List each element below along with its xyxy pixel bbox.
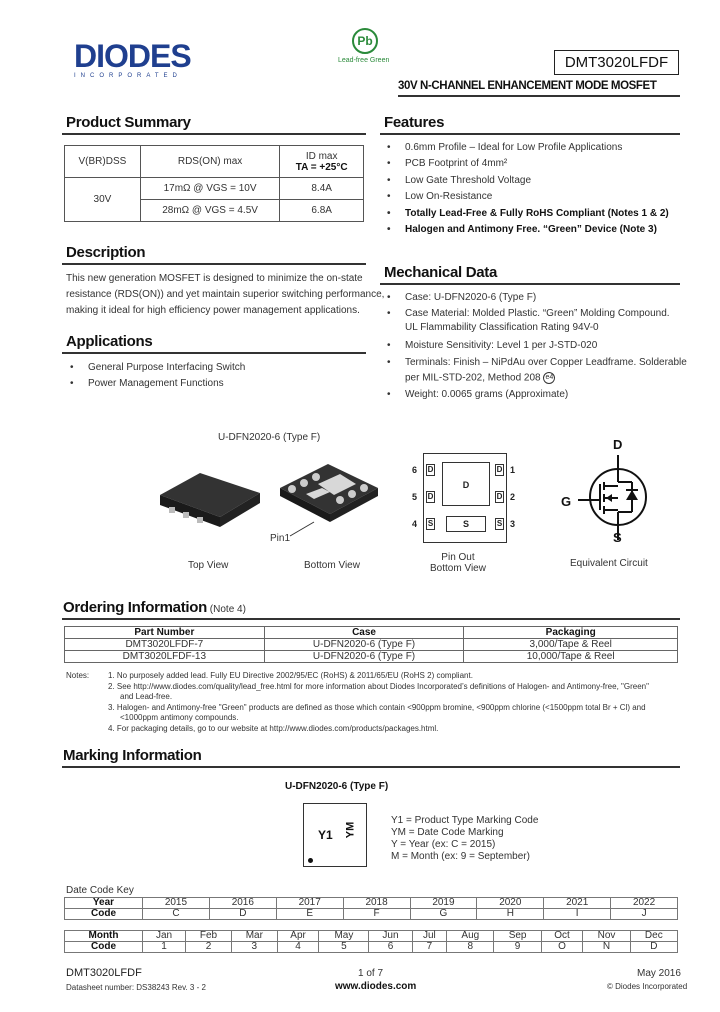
mech-item-cont: UL Flammability Classification Rating 94V-0: [405, 322, 599, 333]
col-id: ID max TA = +25°C: [280, 146, 364, 178]
pin-number: 5: [412, 492, 418, 502]
rds-cell: 28mΩ @ VGS = 4.5V: [140, 200, 279, 222]
circuit-s-label: S: [613, 530, 622, 545]
features-title: Features: [384, 114, 445, 131]
pinout-label: Pin Out Bottom View: [430, 552, 486, 574]
footer-date: May 2016: [637, 968, 681, 979]
id-cell: 6.8A: [280, 200, 364, 222]
footer-datasheet: Datasheet number: DS38243 Rev. 3 - 2: [66, 983, 206, 992]
col-rdson: RDS(ON) max: [140, 146, 279, 178]
description-title: Description: [66, 244, 146, 261]
marking-box: Y1 YM: [303, 803, 367, 867]
footer-url[interactable]: www.diodes.com: [335, 981, 417, 992]
pin-number: 4: [412, 519, 418, 529]
circuit-d-label: D: [613, 437, 623, 452]
subtitle: 30V N-CHANNEL ENHANCEMENT MODE MOSFET: [398, 80, 657, 92]
table-row: DMT3020LFDF-7 U-DFN2020-6 (Type F) 3,000/Tape & Reel: [65, 639, 678, 651]
notes-label: Notes:: [66, 671, 90, 680]
footer-copyright: © Diodes Incorporated: [607, 982, 688, 991]
feature-item: • Halogen and Antimony Free. “Green” Device (Note 3): [405, 224, 657, 236]
mech-item: • Weight: 0.0065 grams (Approximate): [405, 389, 568, 401]
pin-number: 3: [510, 519, 516, 529]
logo-subtext: INCORPORATED: [74, 73, 182, 79]
ordering-table: Part Number Case Packaging DMT3020LFDF-7 U-DFN2020-6 (Type F) 3,000/Tape & Reel DMT3020LFDF-13 U-DFN2020-6 (Type F) 10,000/Tape & Reel: [64, 626, 678, 663]
month-code-table: Month Jan Feb Mar Apr May Jun Jul Aug Sep Oct Nov Dec Code 1 2 3 4 5 6 7 8 9 O N D: [64, 930, 678, 953]
col-vbrdss: V(BR)DSS: [65, 146, 141, 178]
rds-cell: 17mΩ @ VGS = 10V: [140, 178, 279, 200]
description-text: This new generation MOSFET is designed to minimize the on-state resistance (RDS(ON)) and yet maintain superior switching performance, making it ideal for high efficiency power management applications.: [66, 273, 385, 316]
pin1-label: Pin1: [270, 533, 291, 544]
part-number-box: [554, 50, 679, 75]
pin1-dot-icon: [308, 858, 313, 863]
voltage-cell: 30V: [65, 178, 141, 222]
top-view-label: Top View: [188, 560, 229, 571]
circuit-g-label: G: [561, 494, 572, 509]
logo-text: DIODES: [74, 38, 191, 74]
feature-item: • 0.6mm Profile – Ideal for Low Profile Applications: [405, 142, 622, 154]
leadfree-label: Lead-free Green: [338, 57, 390, 64]
feature-item: • Low On-Resistance: [405, 191, 492, 203]
pin-number: 6: [412, 465, 418, 475]
mech-item: • Case Material: Molded Plastic. “Green” Molding Compound.: [405, 308, 670, 320]
feature-item: • PCB Footprint of 4mm²: [405, 158, 507, 170]
year-code-table: Year 2015 2016 2017 2018 2019 2020 2021 2022 Code C D E F G H I J: [64, 897, 678, 920]
marking-package-label: U-DFN2020-6 (Type F): [285, 781, 389, 792]
product-summary-table: [64, 145, 364, 222]
package-label: U-DFN2020-6 (Type F): [218, 432, 321, 443]
top-view-drawing: [155, 455, 265, 535]
pb-icon: Pb: [357, 34, 373, 48]
mechanical-title: Mechanical Data: [384, 264, 498, 281]
footer-part: DMT3020LFDF: [66, 967, 142, 979]
e4-icon: e4: [543, 372, 555, 384]
equiv-label: Equivalent Circuit: [570, 558, 648, 569]
marking-title: Marking Information: [63, 747, 202, 764]
pin1-arrow: [288, 518, 318, 538]
mech-item: • Case: U-DFN2020-6 (Type F): [405, 292, 536, 304]
feature-item: • Totally Lead-Free & Fully RoHS Compliant (Notes 1 & 2): [405, 208, 669, 220]
applications-title: Applications: [66, 333, 153, 350]
application-item: • General Purpose Interfacing Switch: [88, 362, 245, 374]
mech-item-cont: per MIL-STD-202, Method 208 e4: [405, 372, 555, 384]
product-summary-title: Product Summary: [66, 114, 191, 131]
pin-number: 1: [510, 465, 516, 475]
application-item: • Power Management Functions: [88, 378, 224, 390]
marking-legend: Y1 = Product Type Marking Code YM = Date Code Marking Y = Year (ex: C = 2015) M = Month (ex: 9 = September): [391, 815, 539, 862]
pinout-diagram: D D S D D S D S: [423, 453, 507, 543]
bottom-view-label: Bottom View: [304, 560, 360, 571]
mech-item: • Terminals: Finish – NiPdAu over Copper Leadframe. Solderable: [405, 357, 687, 369]
leadfree-badge: [352, 28, 378, 54]
feature-item: • Low Gate Threshold Voltage: [405, 175, 531, 187]
table-row: DMT3020LFDF-13 U-DFN2020-6 (Type F) 10,000/Tape & Reel: [65, 651, 678, 663]
drain-pad: D: [442, 462, 490, 506]
part-number-title: DMT3020LFDF: [564, 54, 669, 71]
footer-page: 1 of 7: [358, 968, 384, 979]
ordering-title-row: Ordering Information (Note 4): [63, 599, 246, 616]
source-pad: S: [446, 516, 486, 532]
pin-number: 2: [510, 492, 516, 502]
date-code-title: Date Code Key: [66, 885, 134, 896]
diodes-logo: [74, 40, 209, 80]
equivalent-circuit: [570, 452, 660, 542]
notes-list: 1. No purposely added lead. Fully EU Directive 2002/95/EC (RoHS) & 2011/65/EU (RoHS 2) compliant. 2. See http://www.diodes.com/quality/lead_free.html for more information about Diodes Incorporated’s definitions of Halogen- and Antimony-free, "Green" and Lead-free. 3. Halogen- and Antimony-free "Green" products are defined as those which contain <900ppm bromine, <900ppm chlorine (<1500ppm total Br + Cl) and <1000ppm antimony compounds. 4. For packaging details, go to our website at http://www.diodes.com/products/packages.html.: [108, 671, 649, 733]
mech-item: • Moisture Sensitivity: Level 1 per J-STD-020: [405, 340, 597, 352]
id-cell: 8.4A: [280, 178, 364, 200]
